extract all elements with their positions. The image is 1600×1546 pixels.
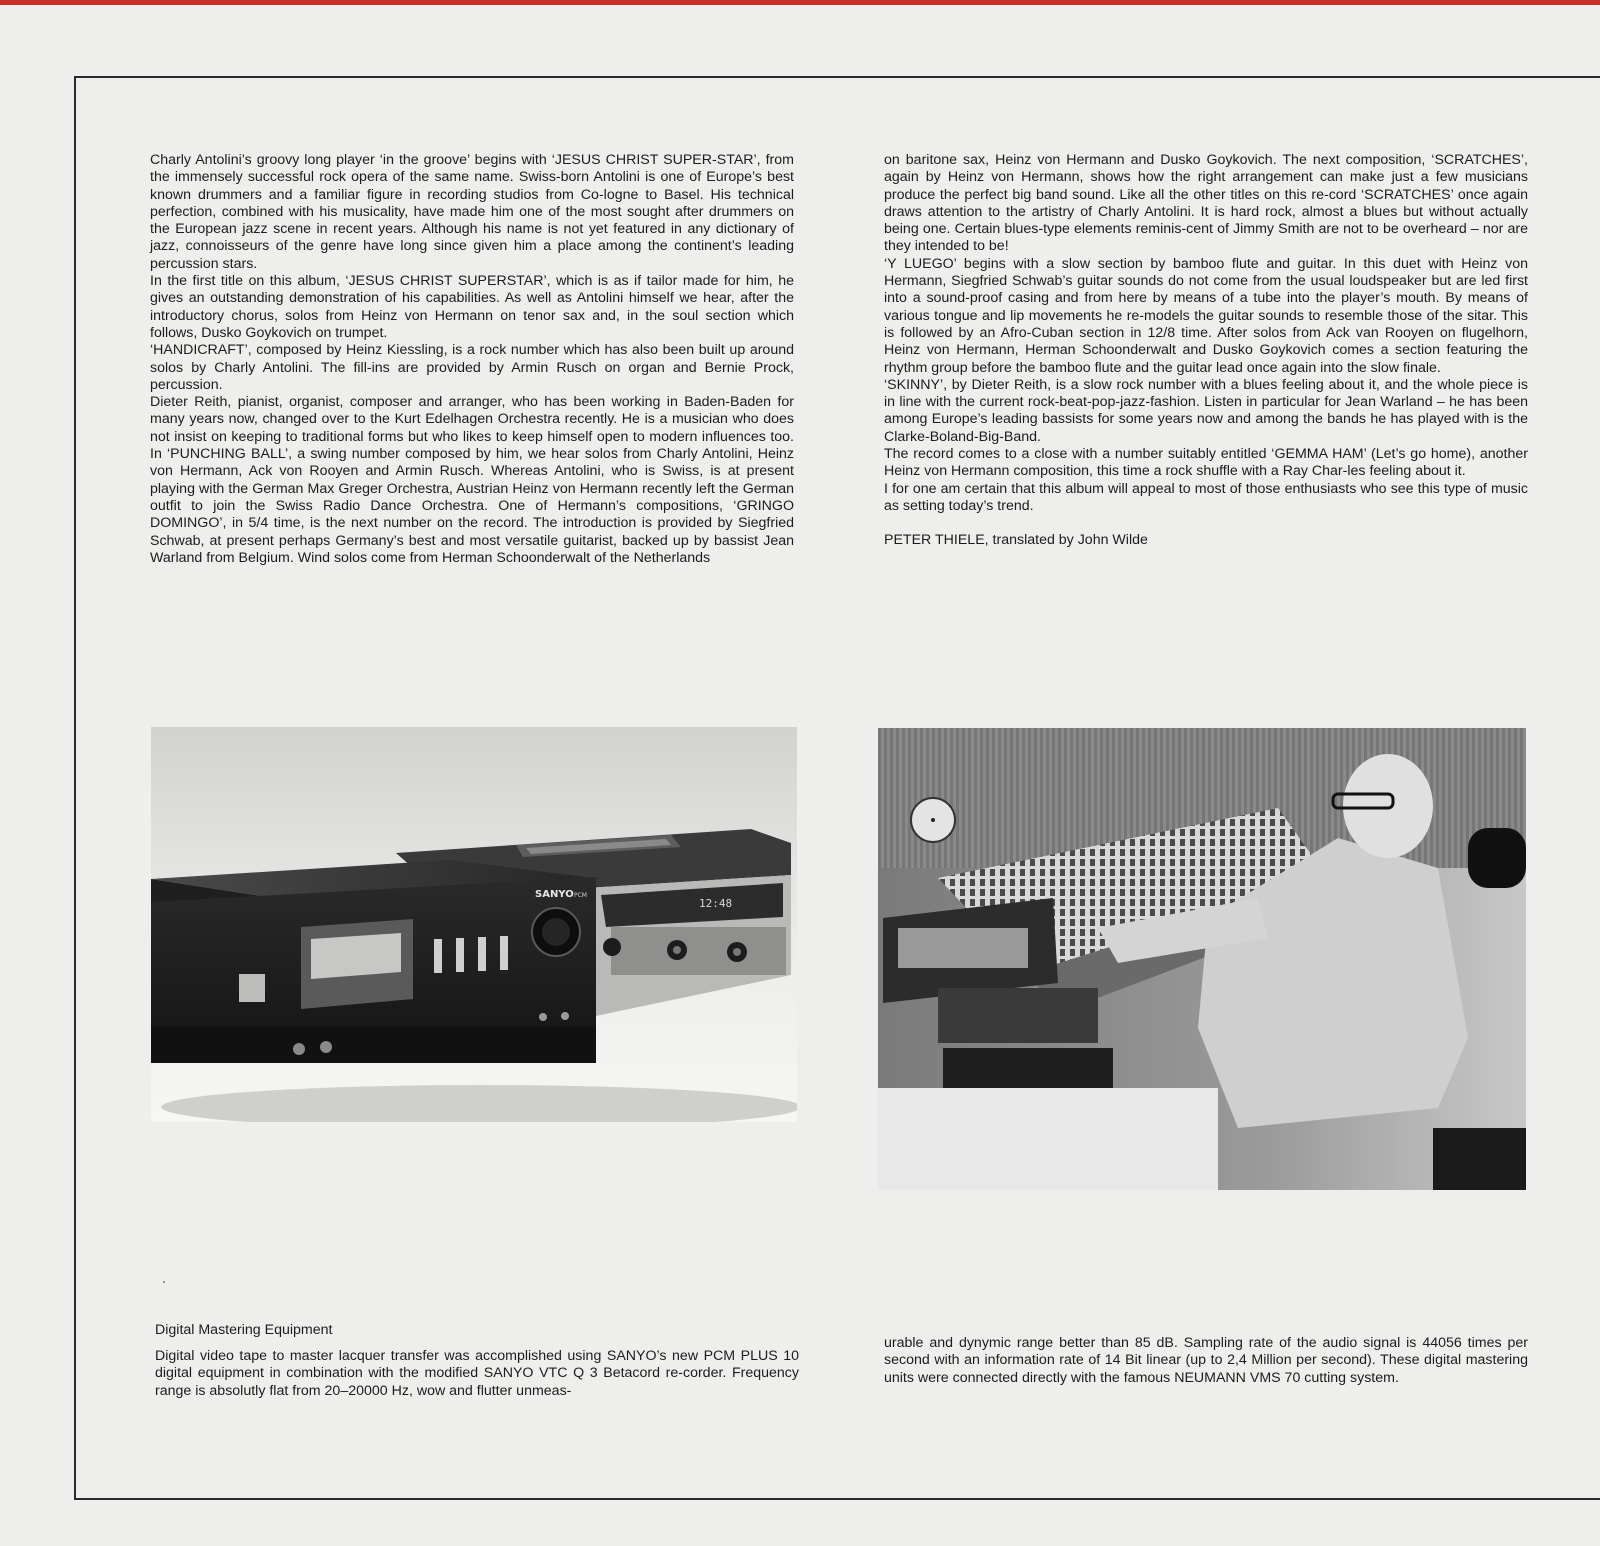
caption-text-left: Digital video tape to master lacquer transfer was accomplished using SANYO’s new PCM PLUS 10 digital equipment in combination with the modified SANYO VTC Q 3 Betacord re-corder. Frequency range is absolutly flat from 20–20000 Hz, wow and flutter unmeas- (155, 1348, 799, 1399)
equipment-rack (878, 1088, 1218, 1190)
control-knob (320, 1041, 332, 1053)
studio-illustration (878, 728, 1526, 1190)
article-paragraph: The record comes to a close with a number suitably entitled ‘GEMMA HAM’ (Let’s go home), another Heinz von Hermann composition, this time a rock shuffle with a Ray Char-les feeling about it. (884, 446, 1528, 480)
article-paragraph: In the first title on this album, ‘JESUS CHRIST SUPERSTAR’, which is as if tailor made for him, he gives an outstanding demonstration of his capabilities. As well as Antolini himself we hear, after the introductory chorus, solos from Heinz von Hermann on tenor sax and, in the soul section which follows, Dusko Goykovich on trumpet. (150, 273, 794, 341)
article-column-left (150, 152, 794, 567)
equipment-illustration (151, 727, 797, 1122)
engineer-head (1343, 754, 1433, 858)
article-paragraph: Charly Antolini’s groovy long player ‘in the groove’ begins with ‘JESUS CHRIST SUPER-STAR’, from the immensely successful rock opera of the same name. Swiss-born Antolini is one of Europe’s best known drummers and a familiar figure in recording studios from Co-logne to Basel. His technical perfection, combined with his musicality, have made him one of the most sought after drummers on the European jazz scene in recent years. Although his name is not yet featured in any dictionary of jazz, connoisseurs of the genre have long since given him a place among the continent’s leading percussion stars. (150, 152, 794, 272)
top-accent-stripe (0, 0, 1600, 5)
equipment-photo (151, 727, 797, 1122)
selector-switch (456, 938, 464, 972)
article-paragraph: ‘SKINNY’, by Dieter Reith, is a slow rock number with a blues feeling about it, and the whole piece is in line with the current rock-beat-pop-jazz-fashion. Listen in particular for Jean Warland – he has been among Europe’s leading bassists for some years now and among the bands he has played with is the Clarke-Boland-Big-Band. (884, 376, 1528, 445)
studio-photo (878, 728, 1526, 1190)
print-speck (163, 1281, 165, 1283)
selector-switch (500, 936, 508, 970)
article-paragraph: ‘Y LUEGO’ begins with a slow section by bamboo flute and guitar. In this duet with Heinz von Hermann, Siegfried Schwab’s guitar sounds do not come from the usual loudspeaker but are led first into a sound-proof casing and from here by means of a tube into the player’s mouth. By means of various tongue and lip movements he re-models the guitar sounds to resemble those of the sitar. This is followed by an Afro-Cuban section in 12/8 time. After solos from Ack van Rooyen on flugelhorn, Heinz von Hermann, Herman Schoonderwalt and Dusko Goykovich comes a section featuring the rhythm group before the bamboo flute and the guitar lead once again into the slow finale. (884, 255, 1528, 376)
selector-switch (434, 939, 442, 973)
pcm-processor (938, 988, 1098, 1043)
author-byline: PETER THIELE, translated by John Wilde (884, 532, 1148, 549)
power-button (239, 974, 265, 1002)
recorder-display: 12:48 (699, 897, 733, 910)
article-paragraph: on baritone sax, Heinz von Hermann and Dusko Goykovich. The next composition, ‘SCRATCHES’, again by Heinz von Hermann, shows how the right arrangement can make just a few musicians produce the perfect big band sound. Like all the other titles on this re-cord ‘SCRATCHES’ once again draws attention to the artistry of Charly Antolini. It is hard rock, almost a blues but without actually being one. Certain blues-type elements reminis-cent of Jimmy Smith are not to be overheard – nor are they intended to be! (884, 152, 1528, 255)
input-jack (561, 1012, 569, 1020)
recorder-knob (603, 938, 621, 956)
control-knob (293, 1043, 305, 1055)
caption-heading: Digital Mastering Equipment (155, 1322, 333, 1338)
input-jack (539, 1013, 547, 1021)
article-paragraph: ‘HANDICRAFT’, composed by Heinz Kiessling, is a rock number which has also been built up around solos by Charly Antolini. The fill-ins are provided by Armin Rusch on organ and Bernie Prock, percussion. (150, 342, 794, 393)
brand-logo-pcm: PCM (574, 892, 587, 899)
article-paragraph: I for one am certain that this album will appeal to most of those enthusiasts who see this type of music as setting today’s trend. (884, 480, 1528, 514)
studio-chair (1433, 1128, 1526, 1190)
caption-text-right: urable and dynymic range better than 85 dB. Sampling rate of the audio signal is 44056 times per second with an information rate of 14 Bit linear (up to 2,4 Million per second). These digital mastering units were connected directly with the famous NEUMANN VMS 70 cutting system. (884, 1335, 1528, 1386)
selector-switch (478, 937, 486, 971)
article-column-right (884, 152, 1528, 550)
article-paragraph: Dieter Reith, pianist, organist, composer and arranger, who has been working in Baden-Baden for many years now, changed over to the Kurt Edelhagen Orchestra recently. He is a musician who does not insist on keeping to traditional forms but who likes to keep himself open to modern influences too. In ‘PUNCHING BALL’, a swing number composed by him, we hear solos from Charly Antolini, Heinz von Hermann, Ack von Rooyen and Armin Rusch. Whereas Antolini, who is Swiss, is at present playing with the German Max Greger Orchestra, Austrian Heinz von Hermann recently left the German outfit to join the Swiss Radio Dance Orchestra. One of Hermann’s compositions, ‘GRINGO DOMINGO’, in 5/4 time, is the next number on the record. The introduction is provided by Siegfried Schwab, at present perhaps Germany’s best and most versatile guitarist, backed up by bassist Jean Warland from Belgium. Wind solos come from Herman Schoonderwalt of the Netherlands (150, 394, 794, 566)
brand-logo-sanyo: SANYO (535, 889, 574, 900)
